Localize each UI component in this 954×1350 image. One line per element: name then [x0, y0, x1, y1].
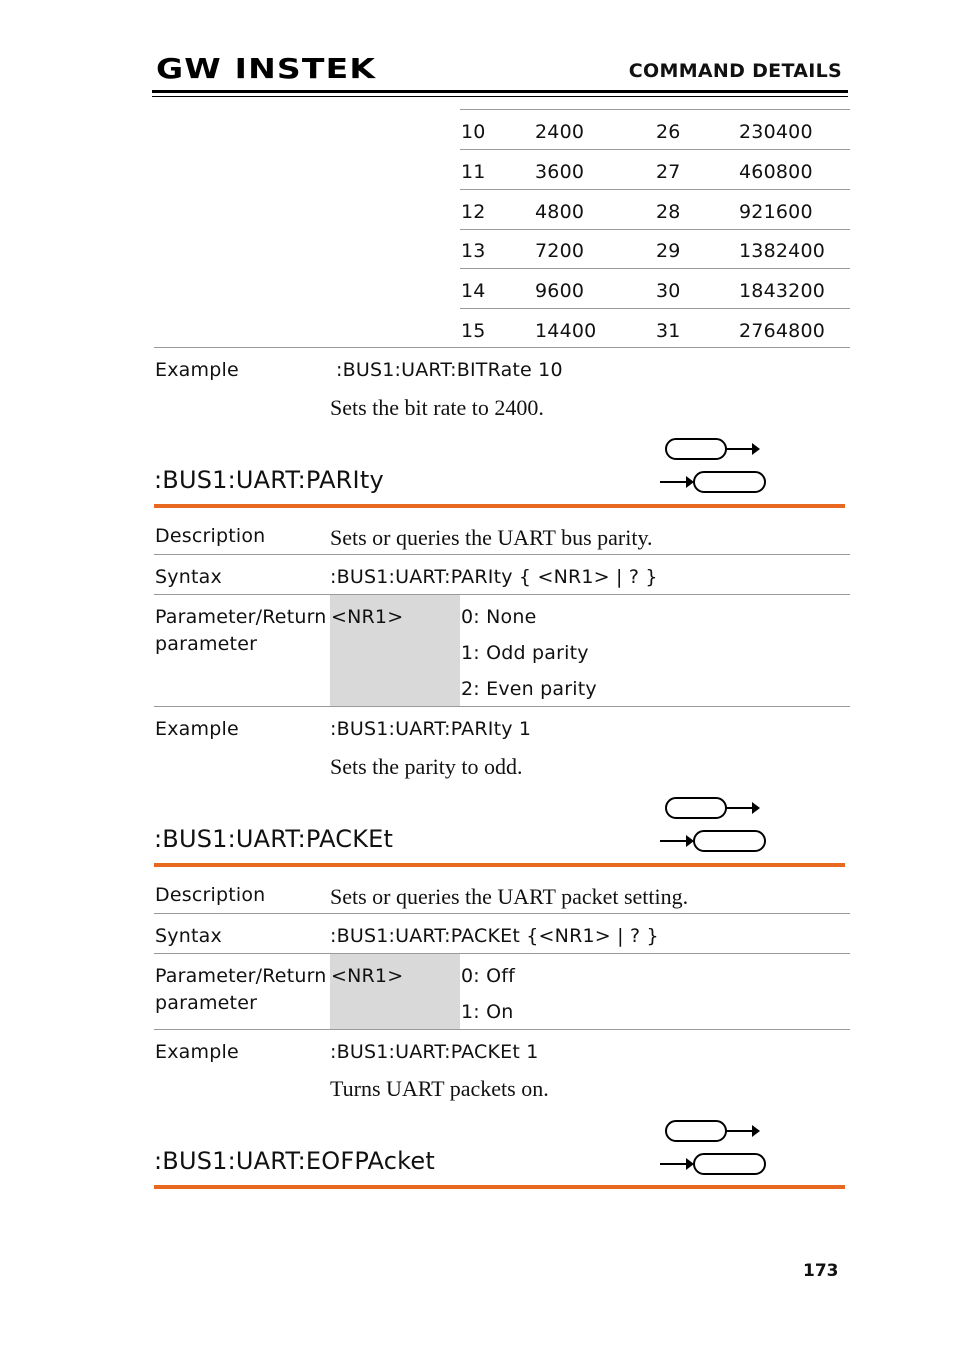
- example-label: Example: [155, 718, 239, 740]
- table-top-divider: [460, 109, 850, 110]
- table-cell: 2764800: [739, 320, 826, 342]
- param-label: Parameter/Return: [155, 965, 327, 987]
- param-label: parameter: [155, 992, 258, 1014]
- param-name: <NR1>: [331, 606, 404, 628]
- table-row-divider: [460, 229, 850, 230]
- param-value: 1: On: [461, 1001, 514, 1023]
- example-description: Sets the bit rate to 2400.: [330, 395, 544, 420]
- example-command: :BUS1:UART:PACKEt 1: [330, 1041, 539, 1063]
- table-cell: 9600: [535, 280, 585, 303]
- syntax-label: Syntax: [155, 566, 222, 588]
- table-cell: 29: [656, 240, 681, 263]
- table-cell: 11: [461, 160, 486, 183]
- example-description: Sets the parity to odd.: [330, 754, 523, 779]
- table-cell: 4800: [535, 200, 585, 223]
- table-row-divider: [460, 149, 850, 150]
- param-value: 1: Odd parity: [461, 642, 589, 664]
- table-bottom-divider: [154, 347, 850, 348]
- table-cell: 460800: [739, 160, 813, 183]
- example-command: :BUS1:UART:PARIty 1: [330, 718, 532, 740]
- set-icon: [666, 439, 760, 459]
- table-cell: 27: [656, 160, 681, 183]
- param-value: 0: None: [461, 606, 537, 628]
- table-row-divider: [460, 308, 850, 309]
- query-icon: [660, 472, 765, 492]
- example-description: Turns UART packets on.: [330, 1076, 549, 1101]
- page-number: 173: [803, 1261, 839, 1281]
- command-title: :BUS1:UART:PACKEt: [154, 825, 394, 853]
- table-cell: 28: [656, 200, 681, 223]
- table-cell: 15: [461, 320, 486, 342]
- table-cell: 10: [461, 121, 486, 143]
- section-title: COMMAND DETAILS: [628, 60, 842, 82]
- param-label: Parameter/Return: [155, 606, 327, 628]
- set-query-icon: [660, 796, 770, 856]
- param-value: 0: Off: [461, 965, 516, 987]
- table-cell: 30: [656, 280, 681, 303]
- table-row-divider: [460, 268, 850, 269]
- syntax-label: Syntax: [155, 925, 222, 947]
- table-cell: 921600: [739, 200, 813, 223]
- brand-logo: GW INSTEK: [156, 52, 377, 85]
- command-title: :BUS1:UART:PARIty: [154, 466, 384, 494]
- row-divider: [154, 953, 850, 954]
- table-cell: 230400: [739, 121, 813, 143]
- table-cell: 1843200: [739, 280, 826, 303]
- example-command: :BUS1:UART:BITRate 10: [336, 359, 563, 381]
- header-rule-thin: [152, 96, 848, 97]
- example-label: Example: [155, 359, 239, 381]
- title-underline: [154, 504, 845, 508]
- set-query-icon: [660, 1119, 770, 1179]
- table-cell: 26: [656, 121, 681, 143]
- table-row-divider: [460, 189, 850, 190]
- set-icon: [666, 798, 760, 818]
- query-icon: [660, 831, 765, 851]
- syntax-text: :BUS1:UART:PARIty { <NR1> | ? }: [330, 566, 658, 588]
- row-divider: [154, 554, 850, 555]
- table-cell: 13: [461, 240, 486, 263]
- query-icon: [660, 1154, 765, 1174]
- param-label: parameter: [155, 633, 258, 655]
- row-divider: [154, 706, 850, 707]
- set-icon: [666, 1121, 760, 1141]
- table-cell: 14400: [535, 320, 597, 342]
- row-divider: [154, 1029, 850, 1030]
- set-query-icon: [660, 437, 770, 497]
- row-divider: [154, 594, 850, 595]
- description-text: Sets or queries the UART packet setting.: [330, 884, 689, 909]
- table-cell: 1382400: [739, 240, 826, 263]
- description-label: Description: [155, 525, 266, 547]
- description-text: Sets or queries the UART bus parity.: [330, 525, 653, 550]
- table-cell: 2400: [535, 121, 585, 143]
- description-label: Description: [155, 884, 266, 906]
- param-name: <NR1>: [331, 965, 404, 987]
- command-title: :BUS1:UART:EOFPAcket: [154, 1147, 435, 1175]
- title-underline: [154, 1185, 845, 1189]
- table-cell: 31: [656, 320, 681, 342]
- syntax-text: :BUS1:UART:PACKEt {<NR1> | ? }: [330, 925, 659, 947]
- title-underline: [154, 863, 845, 867]
- header-rule-thick: [152, 90, 848, 93]
- table-cell: 12: [461, 200, 486, 223]
- table-cell: 3600: [535, 160, 585, 183]
- param-value: 2: Even parity: [461, 678, 597, 700]
- row-divider: [154, 913, 850, 914]
- table-cell: 7200: [535, 240, 585, 263]
- example-label: Example: [155, 1041, 239, 1063]
- table-cell: 14: [461, 280, 486, 303]
